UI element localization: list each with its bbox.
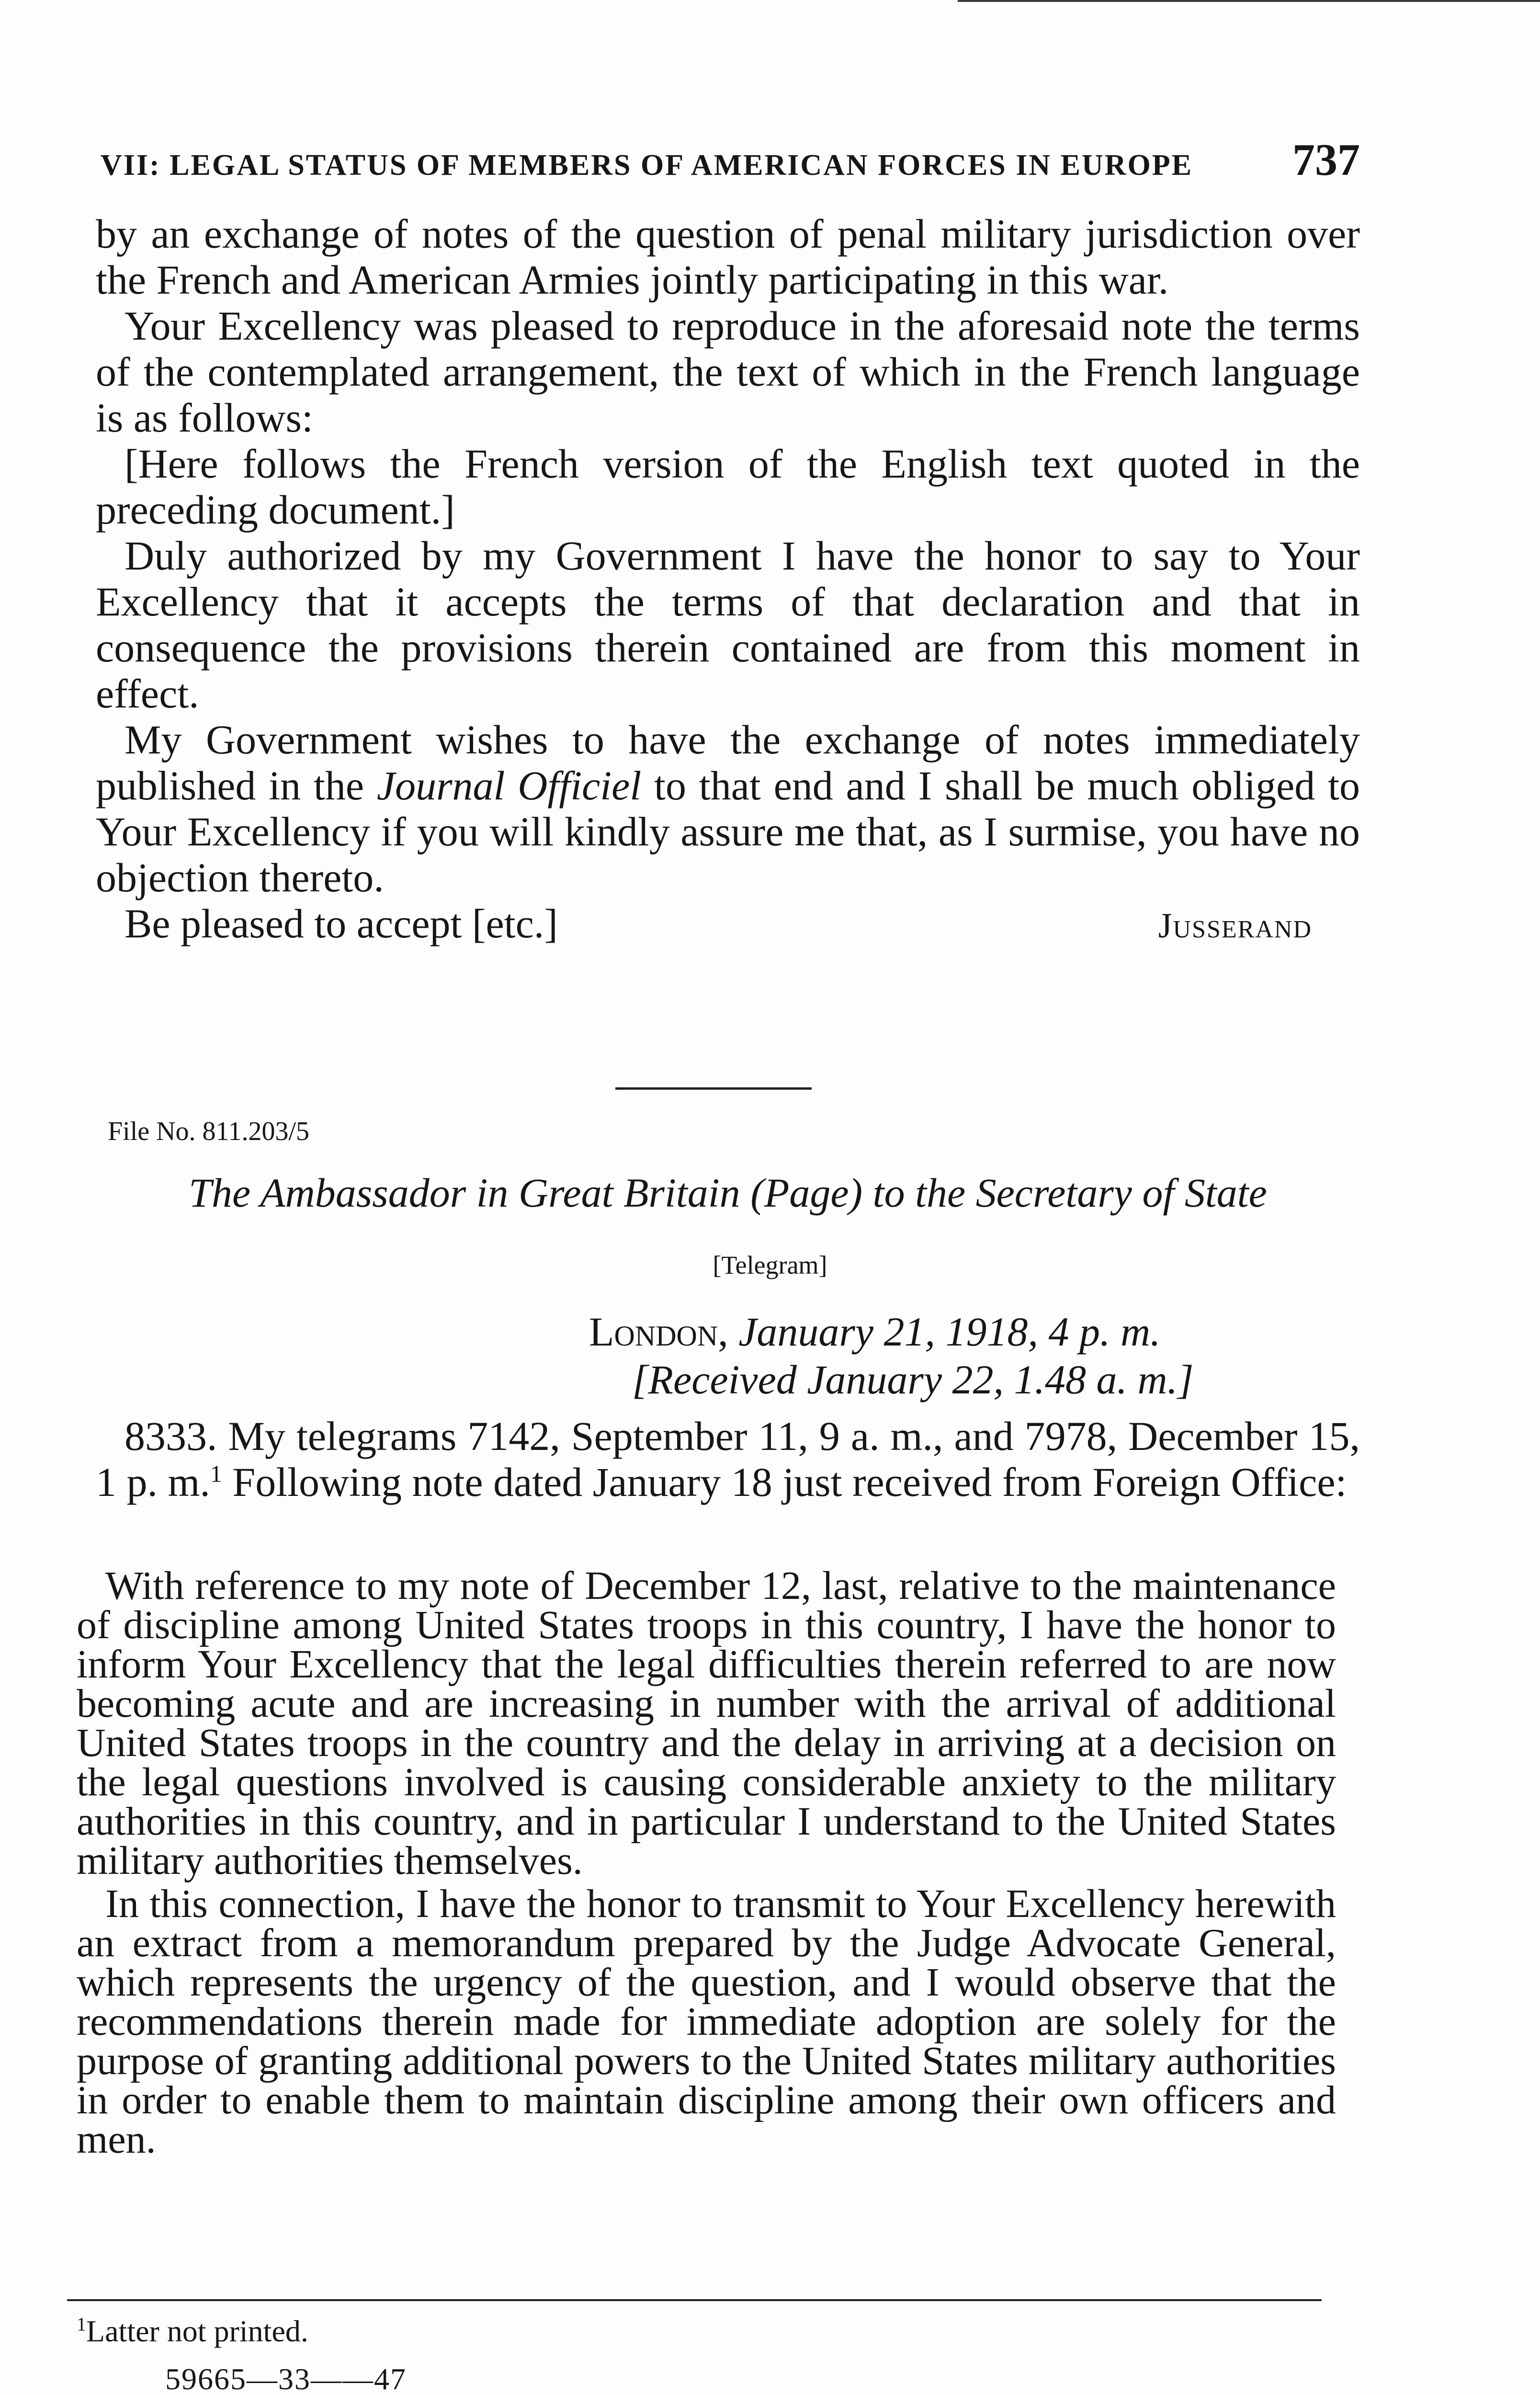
quoted-paragraph-2: In this connection, I have the honor to transmit to Your Excellency herewith an extract from a memorandum prepared by the Judge Advocate General, which represents the urgency of the question, and I would observe that the recommendations therein made for immediate adoption are solely for the purpose of granting additional powers to the United States military authorities in order to enable them to maintain discipline among their own officers and men. [77,1882,1336,2162]
letter-paragraph-2: Your Excellency was pleased to reproduce in the aforesaid note the terms of the contemplated arrangement, the text of which in the French language is as follows: [96,303,1360,441]
telegram-intro-a: 8333. My telegrams 7142, September 11, 9 a. m., and 7978, December 15, 1 p. m. [96,1413,1360,1505]
telegram-intro [96,1413,1360,1505]
dateline-place: London, [589,1309,728,1355]
heading-name: Page [764,1170,849,1216]
file-number: File No. 811.203/5 [108,1117,310,1146]
letter-paragraph-5-start: My Government wishes to have the exchange of notes immediately published in the [96,717,1360,809]
telegram-intro-b: Following note dated January 18 just received from Foreign Office: [222,1459,1347,1505]
dateline [589,1308,1194,1403]
dateline-sent [589,1308,1194,1356]
section-divider [615,1087,812,1090]
printer-mark: 59665—33——47 [165,2362,407,2395]
signer-name: Jusserand [1158,906,1312,946]
telegram-paragraph [96,1413,1360,1505]
closing-text: Be pleased to accept [etc.] [125,901,558,947]
closing-row [96,901,1360,949]
letter-paragraph-3: [Here follows the French version of the English text quoted in the preceding document.] [96,441,1360,533]
heading-recipient: to the Secretary of State [872,1170,1267,1216]
journal-title: Journal Officiel [376,763,642,809]
page-number: 737 [1292,135,1360,185]
running-head-title: VII: LEGAL STATUS OF MEMBERS OF AMERICAN FORCES IN EUROPE [101,149,1193,182]
heading-ambassador: The Ambassador in Great Britain [189,1170,740,1216]
footnote-marker: 1 [77,2313,86,2335]
letter-paragraph-5 [96,717,1360,901]
quoted-note [77,1563,1336,2162]
footnote-rule [67,2299,1322,2301]
dateline-received-line [589,1356,1194,1403]
running-head [101,134,1360,186]
letter-paragraph-4: Duly authorized by my Government I have the honor to say to Your Excellency that it accepts the terms of that declaration and that in consequence the provisions therein contained are from this moment in effect. [96,533,1360,717]
letter-paragraph-5-end: to that end and I shall be much obliged to Your Excellency if you will kindly assure me that, as I surmise, you have no objection thereto. [96,763,1360,901]
document-type: [Telegram] [713,1251,827,1279]
footnote-text: Latter not printed. [86,2314,308,2348]
dateline-received: [Received January 22, 1.48 a. m.] [632,1357,1194,1403]
footnote-reference: 1 [210,1460,222,1487]
scan-edge-line [958,0,1540,2]
footnote [77,2314,308,2349]
document-heading: The Ambassador in Great Britain (Page) to the Secretary of State [189,1170,1267,1216]
letter-body [96,211,1360,949]
dateline-date: January 21, 1918, 4 p. m. [738,1309,1161,1355]
letter-paragraph-1: by an exchange of notes of the question of penal military jurisdiction over the French and American Armies jointly participating in this war. [96,211,1360,303]
quoted-paragraph-1: With reference to my note of December 12, last, relative to the maintenance of discipline among United States troops in this country, I have the honor to inform Your Excellency that the legal difficulties therein referred to are now becoming acute and are increasing in number with the arrival of additional United States troops in the country and the delay in arriving at a decision on the legal questions involved is causing considerable anxiety to the military authorities in this country, and in particular I understand to the United States military authorities themselves. [77,1563,1336,1883]
